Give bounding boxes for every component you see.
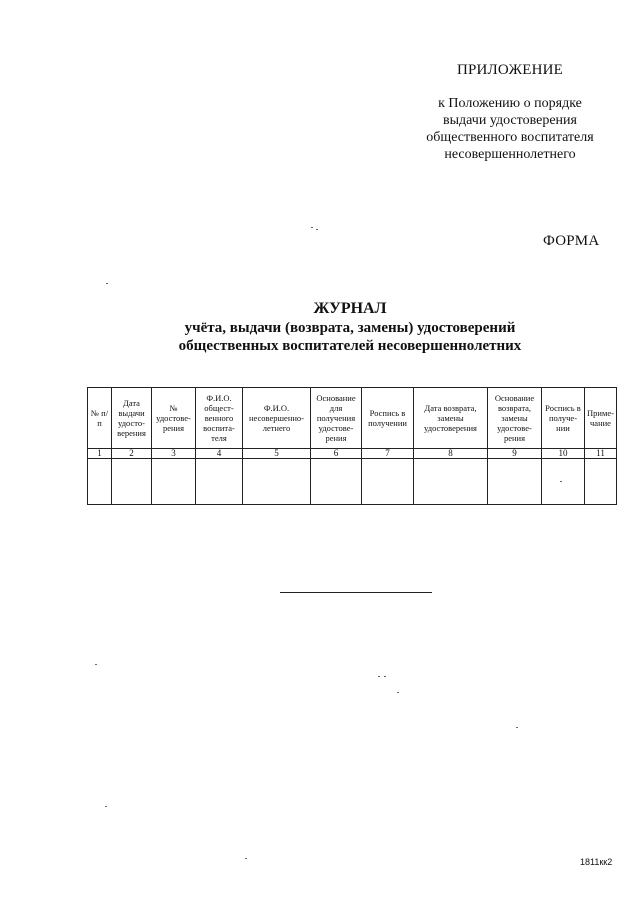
column-header: Основание возврата, замены удостове-рения	[488, 388, 542, 449]
empty-cell	[112, 459, 152, 505]
column-number: 10	[542, 449, 585, 459]
journal-title: ЖУРНАЛ	[313, 300, 387, 317]
scan-speck	[105, 806, 107, 807]
column-header: Основание для получения удостове-рения	[311, 388, 362, 449]
scan-speck	[245, 858, 247, 859]
empty-cell	[196, 459, 243, 505]
column-number: 4	[196, 449, 243, 459]
column-number: 3	[152, 449, 196, 459]
column-number-row	[88, 449, 617, 459]
appendix-line: несовершеннолетнего	[444, 147, 576, 162]
scan-speck	[378, 676, 380, 677]
form-label: ФОРМА	[543, 233, 600, 249]
column-header: Ф.И.О. общест-венного воспита-теля	[196, 388, 243, 449]
column-number: 1	[88, 449, 112, 459]
column-number: 9	[488, 449, 542, 459]
empty-cell	[542, 459, 585, 505]
journal-heading	[130, 300, 570, 355]
header-row	[88, 388, 617, 449]
empty-cell	[88, 459, 112, 505]
appendix-line: к Положению о порядке	[438, 96, 582, 111]
appendix-reference	[405, 95, 615, 163]
scan-speck	[560, 481, 562, 482]
scan-speck	[95, 664, 97, 665]
column-number: 2	[112, 449, 152, 459]
scan-speck	[516, 727, 518, 728]
empty-cell	[362, 459, 414, 505]
column-header: Роспись в получе-нии	[542, 388, 585, 449]
column-header: Дата выдачи удосто-верения	[112, 388, 152, 449]
column-header: Приме-чание	[585, 388, 617, 449]
journal-table	[87, 387, 617, 505]
signature-line	[280, 592, 432, 593]
journal-subtitle-line1: учёта, выдачи (возврата, замены) удостоверений	[184, 320, 516, 336]
journal-subtitle-line2: общественных воспитателей несовершеннолетних	[178, 338, 522, 354]
scan-speck	[397, 692, 399, 693]
appendix-title: ПРИЛОЖЕНИЕ	[456, 62, 564, 78]
column-number: 7	[362, 449, 414, 459]
appendix-line: выдачи удостоверения	[443, 113, 577, 128]
column-header: Роспись в получении	[362, 388, 414, 449]
empty-cell	[585, 459, 617, 505]
appendix-line: общественного воспитателя	[426, 130, 594, 145]
column-header: № удостове-рения	[152, 388, 196, 449]
column-header: Дата возврата, замены удостоверения	[414, 388, 488, 449]
scan-speck	[106, 283, 108, 284]
empty-cell	[311, 459, 362, 505]
empty-cell	[243, 459, 311, 505]
scan-speck	[316, 229, 318, 230]
scan-speck	[311, 227, 313, 228]
scan-speck	[384, 676, 386, 677]
empty-cell	[488, 459, 542, 505]
column-header: № п/п	[88, 388, 112, 449]
column-number: 5	[243, 449, 311, 459]
empty-cell	[152, 459, 196, 505]
column-header: Ф.И.О. несовершенно-летнего	[243, 388, 311, 449]
empty-cell	[414, 459, 488, 505]
table-row	[88, 459, 617, 505]
column-number: 6	[311, 449, 362, 459]
column-number: 8	[414, 449, 488, 459]
column-number: 11	[585, 449, 617, 459]
page-code: 1811кк2	[580, 857, 613, 867]
